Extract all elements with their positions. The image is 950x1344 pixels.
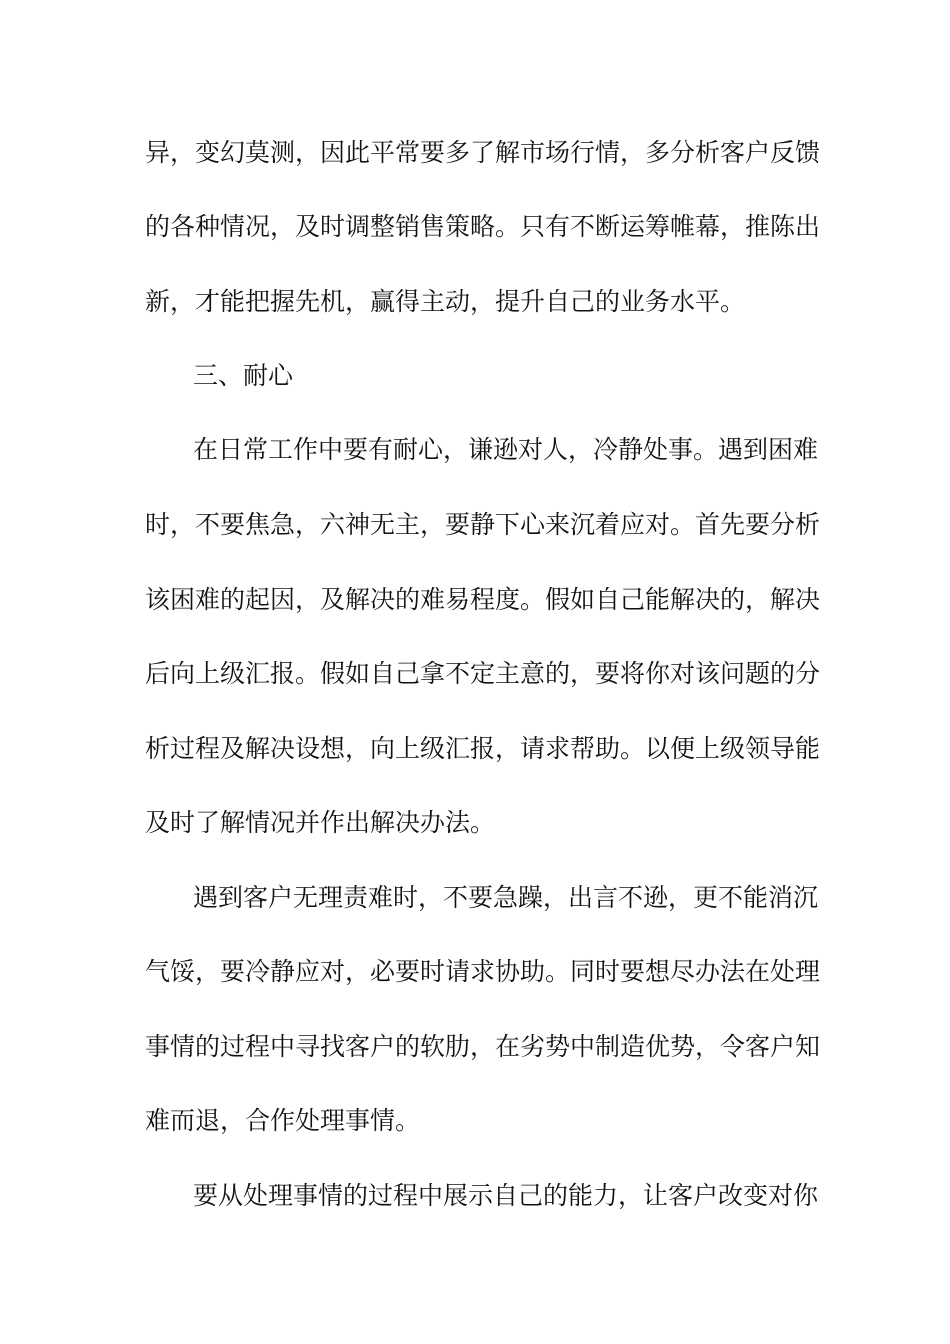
text-line: 及时了解情况并作出解决办法。 bbox=[145, 808, 496, 837]
section-heading: 三、耐心 bbox=[193, 361, 294, 390]
text-line: 异，变幻莫测，因此平常要多了解市场行情，多分析客户反馈 bbox=[145, 138, 821, 167]
text-line: 气馁，要冷静应对，必要时请求协助。同时要想尽办法在处理 bbox=[145, 957, 821, 986]
text-line: 时，不要焦急，六神无主，要静下心来沉着应对。首先要分析 bbox=[145, 510, 821, 539]
text-line: 事情的过程中寻找客户的软肋，在劣势中制造优势，令客户知 bbox=[145, 1032, 821, 1061]
text-line: 析过程及解决设想，向上级汇报，请求帮助。以便上级领导能 bbox=[145, 734, 821, 763]
text-line: 要从处理事情的过程中展示自己的能力，让客户改变对你 bbox=[193, 1181, 819, 1210]
text-line: 难而退，合作处理事情。 bbox=[145, 1106, 421, 1135]
text-line: 遇到客户无理责难时，不要急躁，出言不逊，更不能消沉 bbox=[193, 883, 819, 912]
text-line: 该困难的起因，及解决的难易程度。假如自己能解决的，解决 bbox=[145, 585, 821, 614]
text-line: 新，才能把握先机，赢得主动，提升自己的业务水平。 bbox=[145, 287, 746, 316]
text-line: 在日常工作中要有耐心，谦逊对人，冷静处事。遇到困难 bbox=[193, 435, 819, 464]
text-line: 后向上级汇报。假如自己拿不定主意的，要将你对该问题的分 bbox=[145, 659, 821, 688]
text-line: 的各种情况，及时调整销售策略。只有不断运筹帷幕，推陈出 bbox=[145, 212, 821, 241]
